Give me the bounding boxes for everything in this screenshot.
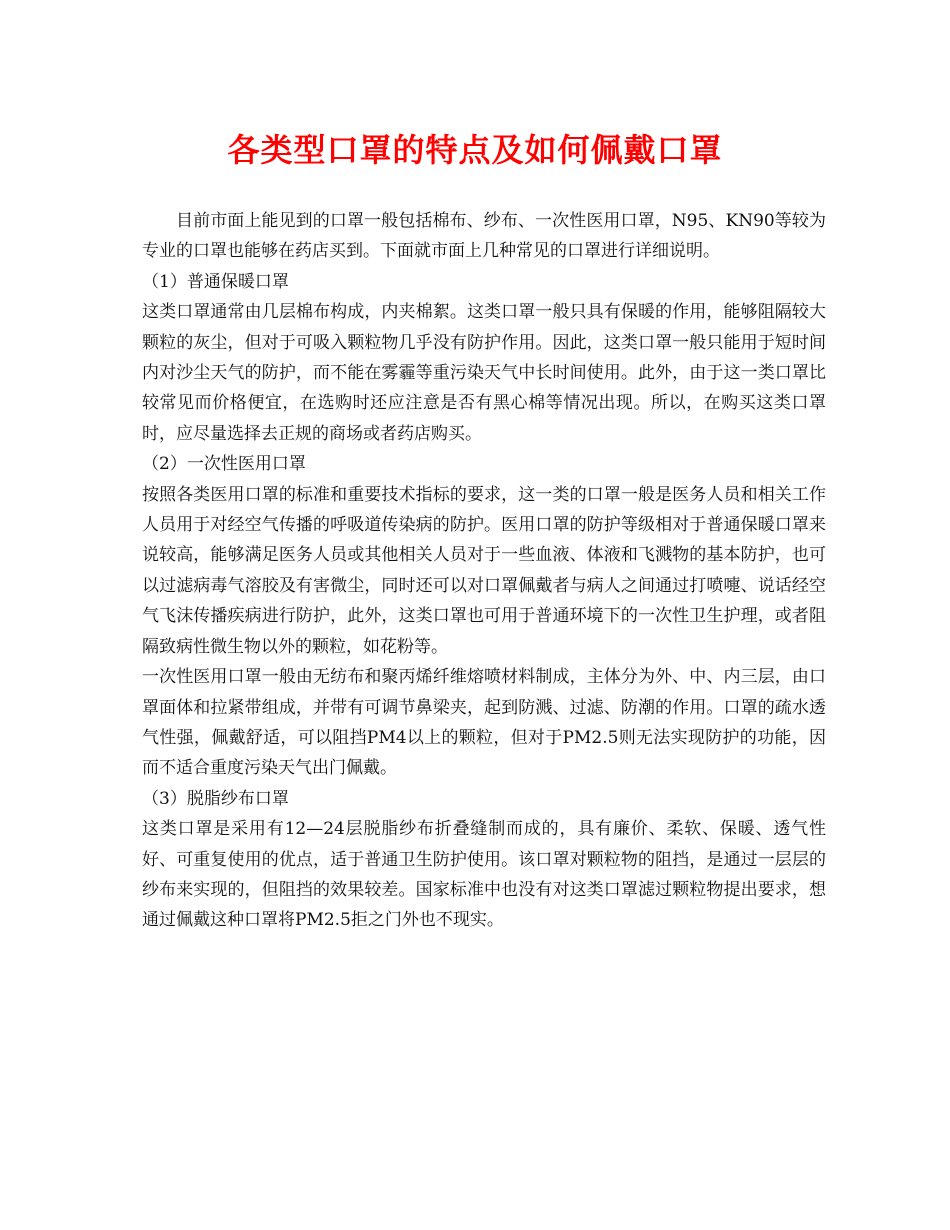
section-paragraph: 这类口罩通常由几层棉布构成，内夹棉絮。这类口罩一般只具有保暖的作用，能够阻隔较大颗粒的灰尘，但对于可吸入颗粒物几乎没有防护作用。因此，这类口罩一般只能用于短时间内对沙尘天气的防护，而不能在雾霾等重污染天气中长时间使用。此外，由于这一类口罩比较常见而价格便宜，在选购时还应注意是否有黑心棉等情况出现。所以，在购买这类口罩时，应尽量选择去正规的商场或者药店购买。 xyxy=(142,302,826,444)
section-paragraph: 一次性医用口罩一般由无纺布和聚丙烯纤维熔喷材料制成，主体分为外、中、内三层，由口罩面体和拉紧带组成，并带有可调节鼻梁夹，起到防溅、过滤、防潮的作用。口罩的疏水透气性强，佩戴舒适，可以阻挡PM4以上的颗粒，但对于PM2.5则无法实现防护的功能，因而不适合重度污染天气出门佩戴。 xyxy=(142,667,826,779)
section-paragraph: 这类口罩是采用有12—24层脱脂纱布折叠缝制而成的，具有廉价、柔软、保暖、透气性好、可重复使用的优点，适于普通卫生防护使用。该口罩对颗粒物的阻挡，是通过一层层的纱布来实现的，但阻挡的效果较差。国家标准中也没有对这类口罩滤过颗粒物提出要求，想通过佩戴这种口罩将PM2.5拒之门外也不现实。 xyxy=(142,819,826,931)
document-title: 各类型口罩的特点及如何佩戴口罩 xyxy=(227,131,723,169)
intro-paragraph: 目前市面上能见到的口罩一般包括棉布、纱布、一次性医用口罩，N95、KN90等较为专业的口罩也能够在药店买到。下面就市面上几种常见的口罩进行详细说明。 xyxy=(142,211,826,262)
section-heading-cotton-mask: （1）普通保暖口罩 xyxy=(142,271,289,292)
section-heading-gauze-mask: （3）脱脂纱布口罩 xyxy=(142,788,289,809)
section-heading-disposable-medical-mask: （2）一次性医用口罩 xyxy=(142,454,306,475)
section-paragraph: 按照各类医用口罩的标准和重要技术指标的要求，这一类的口罩一般是医务人员和相关工作人员用于对经空气传播的呼吸道传染病的防护。医用口罩的防护等级相对于普通保暖口罩来说较高，能够满足医务人员或其他相关人员对于一些血液、体液和飞溅物的基本防护，也可以过滤病毒气溶胶及有害微尘，同时还可以对口罩佩戴者与病人之间通过打喷嚏、说话经空气飞沫传播疾病进行防护，此外，这类口罩也可用于普通环境下的一次性卫生护理，或者阻隔致病性微生物以外的颗粒，如花粉等。 xyxy=(142,484,826,657)
document-body xyxy=(142,206,826,936)
